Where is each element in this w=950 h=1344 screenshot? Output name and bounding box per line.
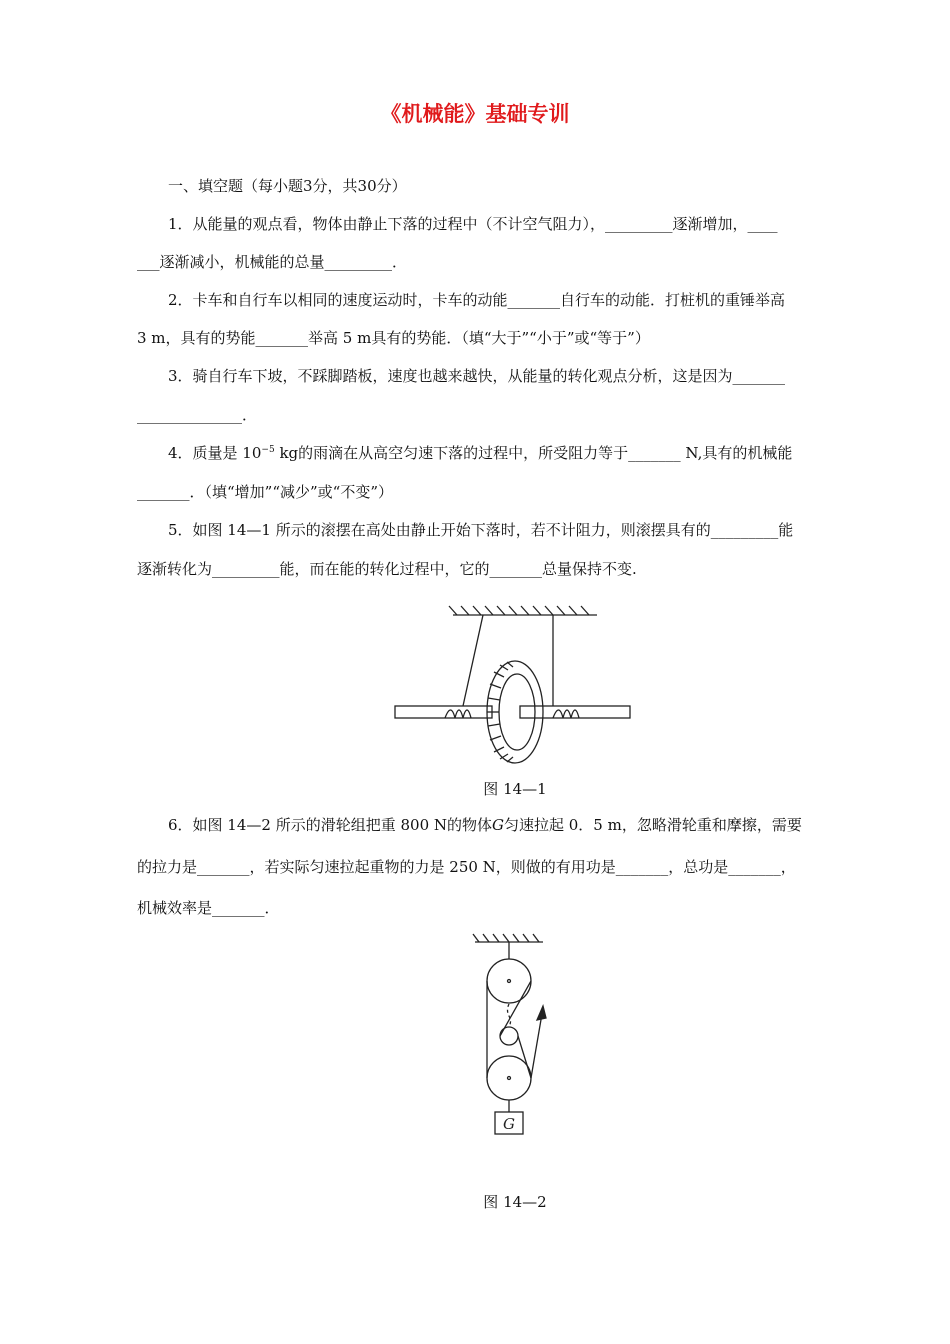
pulley-block-figure [455,928,575,1168]
variable-g: G [492,816,504,834]
section-heading: 一、填空题（每小题3分，共30分） [168,177,407,195]
question-1-line-2: ___逐渐减小，机械能的总量_________． [137,253,408,271]
exponent: −5 [261,445,275,455]
question-2-line-2: 3 m，具有的势能_______举高 5 m具有的势能．（填“大于”“小于”或“等于”） [137,329,650,347]
weight-g-label: G [503,1115,515,1133]
question-6-line-3: 机械效率是_______． [137,899,280,917]
question-6-line-2: 的拉力是_______，若实际匀速拉起重物的力是 250 N，则做的有用功是_______，总功是_______， [137,858,796,876]
question-1-line-1: 1．从能量的观点看，物体由静止下落的过程中（不计空气阻力），_________逐渐增加，____ [168,215,778,233]
question-4-line-2: _______．（填“增加”“减少”或“不变”） [137,483,394,501]
figure-14-1-caption: 图 14—1 [483,780,547,798]
question-2-line-1: 2．卡车和自行车以相同的速度运动时，卡车的动能_______自行车的动能．打桩机的重锤举高 [168,291,786,309]
question-4-line-1: 4．质量是 $10^{-5}$ kg的雨滴在从高空匀速下落的过程中，所受阻力等于_______ N,具有的机械能 [168,444,793,462]
page-title: 《机械能》基础专训 [380,102,570,126]
question-6-line-1: 6．如图 14—2 所示的滑轮组把重 800 N的物体G匀速拉起 0．5 m，忽略滑轮重和摩擦，需要 [168,816,802,834]
roll-pendulum-figure [385,598,645,773]
question-5-line-2: 逐渐转化为_________能，而在能的转化过程中，它的_______总量保持不变. [137,560,637,578]
question-3-line-1: 3．骑自行车下坡，不踩脚踏板，速度也越来越快，从能量的转化观点分析，这是因为_______ [168,367,786,385]
question-3-line-2: ______________． [137,406,258,424]
figure-14-2-caption: 图 14—2 [483,1193,547,1211]
question-5-line-1: 5．如图 14—1 所示的滚摆在高处由静止开始下落时，若不计阻力，则滚摆具有的_________能 [168,521,794,539]
